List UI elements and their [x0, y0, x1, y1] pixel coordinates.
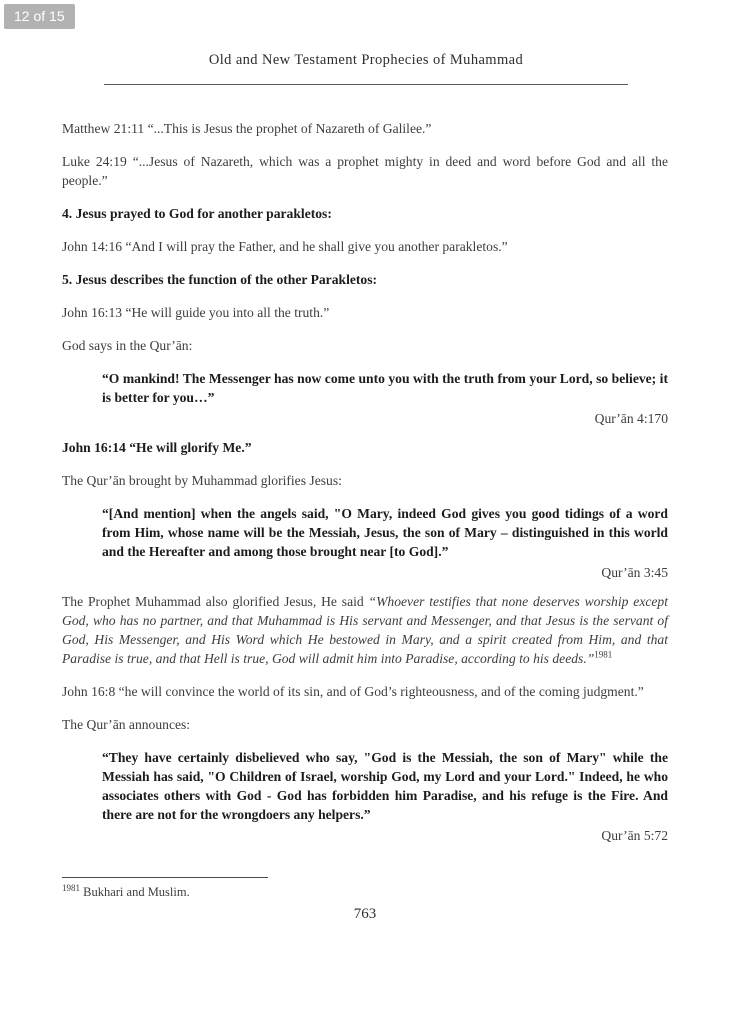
blockquote-quran-5-72: “They have certainly disbelieved who say, "God is the Messiah, the son of Mary" while the Messiah has said, "O Children of Israel, worship God, my Lord and your Lord." Indeed, he who associates others with God - God has forbidden him Paradise, and his refuge is the Fire. And there are not for the wrongdoers any helpers.”	[102, 750, 668, 822]
footnote-reference: 1981	[594, 649, 613, 660]
paragraph-matthew-21-11: Matthew 21:11 “...This is Jesus the prophet of Nazareth of Galilee.”	[62, 121, 432, 136]
footnote-separator-rule	[62, 877, 268, 878]
heading-john-16-14: John 16:14 “He will glorify Me.”	[62, 440, 252, 455]
blockquote-quran-4-170: “O mankind! The Messenger has now come unto you with the truth from your Lord, so believe; it is better for you…”	[102, 371, 668, 405]
paragraph-john-16-8: John 16:8 “he will convince the world of its sin, and of God’s righteousness, and of the coming judgment.”	[62, 684, 644, 699]
hadith-quote-text: “Whoever testifies that none deserves worship except God, who has no partner, and that Muhammad is His servant and Messenger, and that Jesus is the servant of God, His Messenger, and His Word which He bestowed in Mary, and a spirit created from Him, and that Paradise is true, and that Hell is true, God will admit him into Paradise, according to his deeds.”	[62, 594, 668, 666]
footnote-text	[62, 882, 668, 900]
paragraph-god-says: God says in the Qur’ān:	[62, 338, 193, 353]
paragraph-hadith	[62, 592, 668, 668]
footnote-marker: 1981	[62, 882, 80, 893]
page-number: 763	[353, 906, 377, 922]
heading-point-5: 5. Jesus describes the function of the other Parakletos:	[62, 272, 378, 287]
document-body	[0, 85, 732, 845]
running-header-title: Old and New Testament Prophecies of Muhammad	[208, 52, 524, 68]
paragraph-quran-announces: The Qur’ān announces:	[62, 717, 191, 732]
citation-quran-4-170: Qur’ān 4:170	[594, 411, 668, 426]
paragraph-john-14-16: John 14:16 “And I will pray the Father, and he shall give you another parakletos.”	[62, 239, 508, 254]
heading-point-4: 4. Jesus prayed to God for another parakletos:	[62, 206, 332, 221]
document-header	[0, 0, 732, 85]
footnote-area	[0, 855, 732, 923]
paragraph-luke-24-19: Luke 24:19 “...Jesus of Nazareth, which was a prophet mighty in deed and word before God and all the people.”	[62, 154, 668, 188]
blockquote-quran-3-45: “[And mention] when the angels said, "O Mary, indeed God gives you good tidings of a word from Him, whose name will be the Messiah, Jesus, the son of Mary – distinguished in this world and the Hereafter and among those brought near [to God].”	[102, 506, 668, 559]
citation-quran-5-72: Qur’ān 5:72	[601, 828, 668, 843]
hadith-intro-text: The Prophet Muhammad also glorified Jesus, He said	[62, 594, 369, 609]
citation-quran-3-45: Qur’ān 3:45	[601, 565, 668, 580]
page-indicator-badge: 12 of 15	[4, 4, 75, 29]
footnote-body: Bukhari and Muslim.	[80, 885, 190, 899]
paragraph-john-16-13: John 16:13 “He will guide you into all the truth.”	[62, 305, 330, 320]
paragraph-quran-brought: The Qur’ān brought by Muhammad glorifies Jesus:	[62, 473, 342, 488]
